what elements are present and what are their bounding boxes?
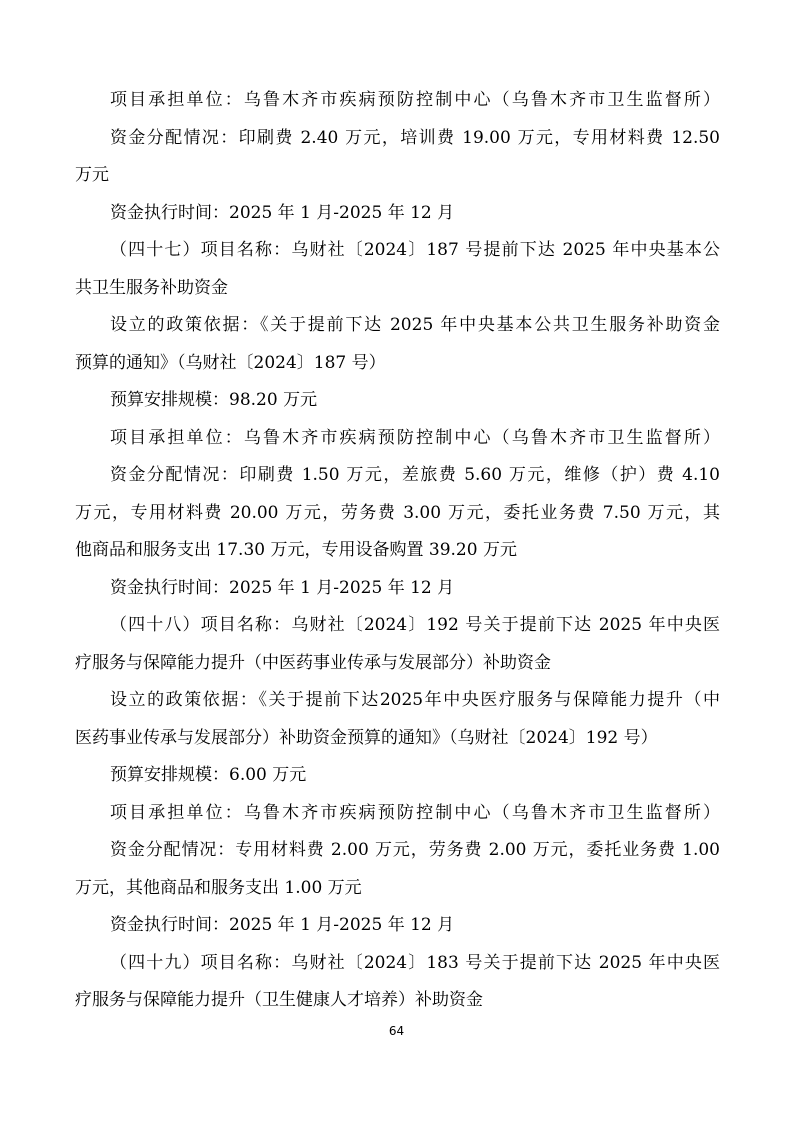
text-line: 万元 xyxy=(75,165,109,185)
text-line: 资金执行时间：2025 年 1 月-2025 年 12 月 xyxy=(110,915,455,935)
text-line: 预算安排规模：6.00 万元 xyxy=(110,765,307,785)
text-line: 疗服务与保障能力提升（卫生健康人才培养）补助资金 xyxy=(75,990,483,1010)
text-line: 万元，其他商品和服务支出 1.00 万元 xyxy=(75,878,362,898)
text-line: （四十七）项目名称：乌财社〔2024〕187 号提前下达 2025 年中央基本公 xyxy=(110,240,720,260)
text-line: 设立的政策依据：《关于提前下达 2025 年中央基本公共卫生服务补助资金 xyxy=(110,315,720,335)
text-line: 资金执行时间：2025 年 1 月-2025 年 12 月 xyxy=(110,578,455,598)
text-line: （四十八）项目名称：乌财社〔2024〕192 号关于提前下达 2025 年中央医 xyxy=(110,615,720,635)
text-line: 资金分配情况：专用材料费 2.00 万元，劳务费 2.00 万元，委托业务费 1.00 xyxy=(110,840,720,860)
text-line: （四十九）项目名称：乌财社〔2024〕183 号关于提前下达 2025 年中央医 xyxy=(110,953,720,973)
text-line: 项目承担单位：乌鲁木齐市疾病预防控制中心（乌鲁木齐市卫生监督所） xyxy=(110,90,720,110)
text-line: 万元，专用材料费 20.00 万元，劳务费 3.00 万元，委托业务费 7.50 万元，其 xyxy=(75,503,720,523)
text-line: 资金分配情况：印刷费 1.50 万元，差旅费 5.60 万元，维修（护）费 4.10 xyxy=(110,465,720,485)
text-line: 预算的通知》（乌财社〔2024〕187 号） xyxy=(75,353,386,373)
text-line: 共卫生服务补助资金 xyxy=(75,278,228,298)
text-line: 资金分配情况：印刷费 2.40 万元，培训费 19.00 万元，专用材料费 12.50 xyxy=(110,128,720,148)
text-line: 资金执行时间：2025 年 1 月-2025 年 12 月 xyxy=(110,203,455,223)
text-line: 项目承担单位：乌鲁木齐市疾病预防控制中心（乌鲁木齐市卫生监督所） xyxy=(110,428,720,448)
text-line: 预算安排规模：98.20 万元 xyxy=(110,390,318,410)
text-line: 疗服务与保障能力提升（中医药事业传承与发展部分）补助资金 xyxy=(75,653,551,673)
text-line: 他商品和服务支出 17.30 万元，专用设备购置 39.20 万元 xyxy=(75,540,517,560)
text-line: 项目承担单位：乌鲁木齐市疾病预防控制中心（乌鲁木齐市卫生监督所） xyxy=(110,803,720,823)
text-line: 设立的政策依据：《关于提前下达2025年中央医疗服务与保障能力提升（中 xyxy=(110,690,720,710)
page-number: 64 xyxy=(388,1024,405,1038)
text-line: 医药事业传承与发展部分）补助资金预算的通知》（乌财社〔2024〕192 号） xyxy=(75,728,658,748)
